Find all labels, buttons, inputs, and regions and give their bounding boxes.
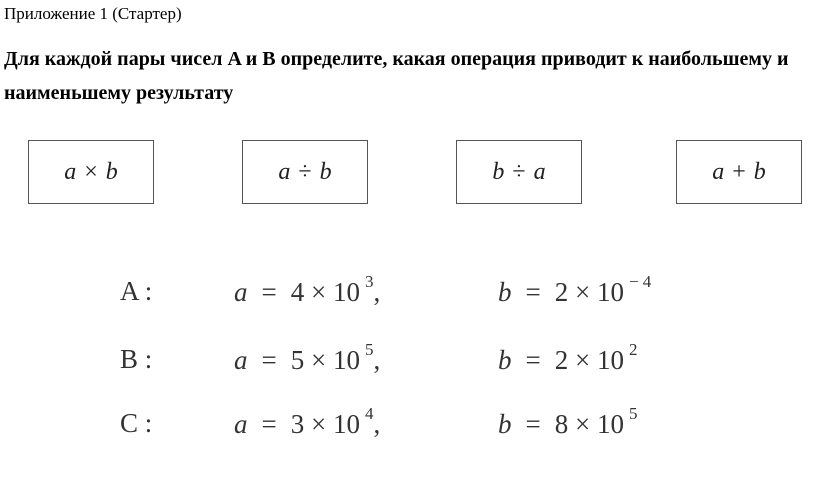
operation-box-product [28, 140, 154, 204]
operand-left: b [492, 158, 505, 185]
pair-label: A : [120, 276, 153, 306]
operand-left: a [64, 158, 77, 185]
pair-row-c [0, 404, 816, 452]
exponent: 5 [364, 340, 374, 359]
variable-b: b [498, 345, 512, 375]
operation-box-b-div-a [456, 140, 582, 204]
task-question: Для каждой пары чисел A и B определите, какая операция приводит к наибольшему и наименьшему результату [4, 48, 789, 104]
value-b [498, 340, 638, 376]
variable-a: a [234, 409, 248, 439]
operand-left: a [712, 158, 725, 185]
operation-box-sum [676, 140, 802, 204]
exponent: 3 [364, 272, 374, 291]
operator-symbol: + [732, 158, 746, 185]
mantissa: 5 × 10 [290, 345, 360, 375]
operator-symbol: × [84, 158, 98, 185]
operation-box-a-div-b [242, 140, 368, 204]
comma: , [373, 409, 381, 439]
exponent: 2 [628, 340, 638, 359]
pair-row-b [0, 340, 816, 388]
operand-left: a [278, 158, 291, 185]
equals-sign: = [525, 409, 541, 439]
value-b [498, 404, 638, 440]
equals-sign: = [261, 409, 277, 439]
operand-right: b [753, 158, 766, 185]
operator-symbol: ÷ [298, 158, 312, 185]
exponent: 5 [628, 404, 638, 423]
mantissa: 4 × 10 [290, 277, 360, 307]
comma: , [373, 277, 381, 307]
operand-right: b [319, 158, 332, 185]
variable-a: a [234, 345, 248, 375]
operator-symbol: ÷ [512, 158, 526, 185]
equals-sign: = [261, 277, 277, 307]
comma: , [373, 345, 381, 375]
mantissa: 3 × 10 [290, 409, 360, 439]
mantissa: 2 × 10 [554, 277, 624, 307]
mantissa: 8 × 10 [554, 409, 624, 439]
equals-sign: = [525, 277, 541, 307]
value-a [234, 272, 381, 308]
value-a [234, 340, 381, 376]
equals-sign: = [261, 345, 277, 375]
pair-row-a [0, 272, 816, 320]
pair-label: B : [120, 344, 153, 374]
pair-label: C : [120, 408, 153, 438]
variable-b: b [498, 409, 512, 439]
variable-b: b [498, 277, 512, 307]
value-b [498, 272, 652, 308]
equals-sign: = [525, 345, 541, 375]
mantissa: 2 × 10 [554, 345, 624, 375]
operand-right: b [105, 158, 118, 185]
exponent: − 4 [628, 272, 652, 291]
exponent: 4 [364, 404, 374, 423]
value-a [234, 404, 381, 440]
operand-right: a [533, 158, 546, 185]
appendix-caption: Приложение 1 (Стартер) [4, 4, 182, 23]
variable-a: a [234, 277, 248, 307]
